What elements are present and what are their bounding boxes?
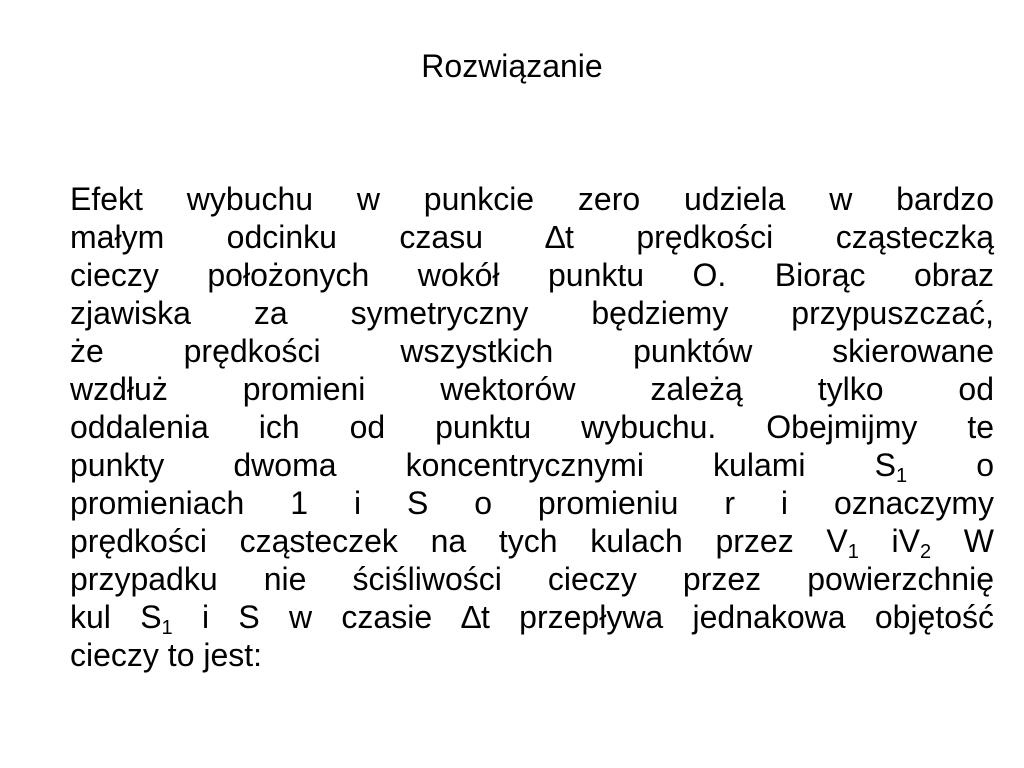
text-segment: prędkości cząsteczek na tych kulach przez V xyxy=(70,523,848,559)
text-line-13: cieczy to jest: xyxy=(70,637,263,673)
slide-title: Rozwiązanie xyxy=(421,48,603,84)
text-segment: iV xyxy=(858,523,920,559)
text-line-2: małym odcinku czasu ∆t prędkości cząsteczką xyxy=(70,219,994,255)
text-segment: kul S xyxy=(70,599,162,635)
text-segment: o xyxy=(907,447,995,483)
text-line-12 xyxy=(70,598,995,639)
text-line-4: zjawiska za symetryczny będziemy przypuszczać, xyxy=(70,295,994,331)
text-line-10 xyxy=(70,522,995,563)
subscript: 2 xyxy=(920,541,932,563)
text-line-1: Efekt wybuchu w punkcie zero udziela w bardzo xyxy=(70,181,994,217)
text-line-5: że prędkości wszystkich punktów skierowane xyxy=(70,333,994,369)
text-segment: i S w czasie ∆t przepływa jednakowa objętość xyxy=(172,599,995,635)
text-line-9: promieniach 1 i S o promieniu r i oznaczymy xyxy=(70,485,994,521)
text-line-3: cieczy położonych wokół punktu O. Biorąc obraz xyxy=(70,257,994,293)
text-line-8 xyxy=(70,446,995,487)
text-segment: W xyxy=(931,523,995,559)
subscript: 1 xyxy=(161,617,173,639)
text-line-6: wzdłuż promieni wektorów zależą tylko od xyxy=(70,371,994,407)
text-line-7: oddalenia ich od punktu wybuchu. Obejmijmy te xyxy=(70,409,994,445)
slide-body-text xyxy=(70,180,994,674)
subscript: 1 xyxy=(895,465,908,487)
text-line-11: przypadku nie ściśliwości cieczy przez powierzchnię xyxy=(70,561,994,597)
text-segment: punkty dwoma koncentrycznymi kulami S xyxy=(70,447,896,483)
subscript: 1 xyxy=(847,541,859,563)
